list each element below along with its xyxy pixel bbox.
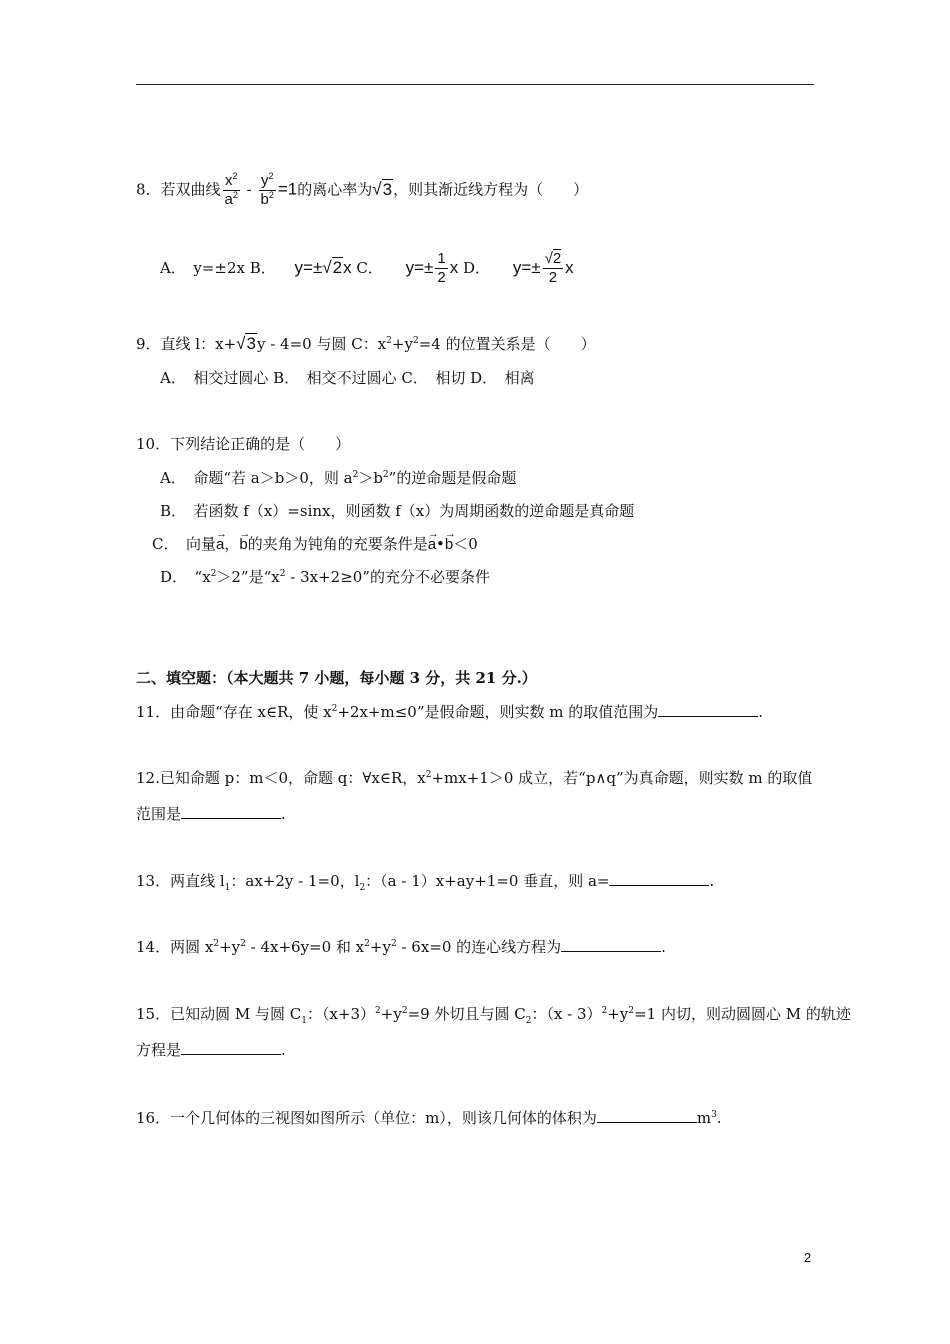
question-14: 14．两圆 $x^2+y^2 - 4x+6y=0$ 和 $x^2+y^2 - 6x=0$ 的连心线方程为 . — [136, 938, 666, 956]
q8-equals: =1 — [277, 179, 298, 199]
question-10-option-c: C． 向量→ a，→ b的夹角为钝角的充要条件是→ a•→ b＜0 — [152, 534, 478, 555]
question-15-line-2: 方程是 . — [136, 1041, 286, 1059]
q8-suffix: ，则其渐近线方程为（ ） — [393, 180, 589, 199]
question-9-options: A． 相交过圆心 B． 相交不过圆心 C． 相切 D． 相离 — [160, 369, 535, 387]
q8-option-c: y=± $\frac{1}{2}$ x — [405, 250, 459, 286]
question-12-line-2: 范围是 . — [136, 805, 286, 823]
question-11: 11．由命题“存在 x∈R，使 $x^2+2x+m\le 0$”是假命题，则实数 m 的取值范围为 . — [136, 703, 764, 721]
q8-fraction-y2-b2: $\frac{y^2}{b^2}$ — [260, 171, 274, 208]
q8-sqrt-3: √3 — [372, 179, 393, 199]
question-12: 12.已知命题 p：m＜0，命题 q：∀x∈R，$x^2+mx+1>0$ 成立，若“p∧q”为真命题，则实数 m 的取值 — [136, 769, 813, 787]
vector-b: → b — [239, 535, 247, 555]
q8-option-a: A． y=±2x B． — [160, 258, 276, 277]
answer-blank-16[interactable] — [597, 1108, 697, 1123]
answer-blank-13[interactable] — [609, 871, 709, 886]
question-10-stem: 10．下列结论正确的是（ ） — [136, 435, 351, 453]
q8-option-b: y=±√2x — [294, 257, 352, 277]
q8-option-c-label: C． — [351, 258, 383, 277]
header-rule — [136, 84, 814, 85]
answer-blank-14[interactable] — [561, 937, 661, 952]
question-15: 15．已知动圆 M 与圆 $C_1$：$(x+3)^2+y^2=9$ 外切且与圆 $C_2$：$(x - 3)^2+y^2=1$ 内切，则动圆圆心 M 的轨迹 — [136, 1005, 851, 1026]
question-10-option-b: B． 若函数 f（x）=sinx，则函数 f（x）为周期函数的逆命题是真命题 — [160, 502, 635, 520]
question-9: 9．直线 l：x+√3y - 4=0 与圆 C：$x^2+y^2=4$ 的位置关系是（ ） — [136, 334, 596, 353]
q8-mid: 的离心率为 — [297, 180, 373, 199]
question-8-options — [160, 250, 574, 287]
q8-option-d: y=± $\frac{√2}{2}$ x — [512, 250, 574, 286]
q9-sqrt-3: √3 — [236, 334, 256, 353]
question-16: 16．一个几何体的三视图如图所示（单位：m），则该几何体的体积为 $m^3$. — [136, 1109, 722, 1127]
page-number: 2 — [804, 1250, 812, 1265]
section-2-heading: 二、填空题：（本大题共 7 小题，每小题 3 分，共 21 分.） — [136, 669, 537, 687]
question-10-option-a: A． 命题“若 a＞b＞0，则 $a^2>b^2$”的逆命题是假命题 — [160, 469, 517, 487]
vector-b-2: → b — [445, 535, 453, 555]
question-13: 13．两直线 $l_1$：ax+2y - 1=0，$l_2$：（a - 1）x+ay+1=0 垂直，则 a= . — [136, 872, 715, 893]
vector-a-2: → a — [428, 535, 436, 555]
vector-a: → a — [216, 535, 224, 555]
q8-fraction-x2-a2: $\frac{x^2}{a^2}$ — [224, 171, 238, 208]
answer-blank-11[interactable] — [658, 702, 758, 717]
q8-option-d-label: D． — [458, 258, 491, 277]
q8-minus: - — [241, 180, 257, 199]
question-8 — [136, 172, 588, 209]
answer-blank-15[interactable] — [181, 1040, 281, 1055]
answer-blank-12[interactable] — [181, 804, 281, 819]
question-10-option-d: D． “$x^2>2$”是“$x^2 - 3x+2\ge 0$”的充分不必要条件 — [160, 568, 490, 586]
q8-prefix: 8．若双曲线 — [136, 180, 221, 199]
